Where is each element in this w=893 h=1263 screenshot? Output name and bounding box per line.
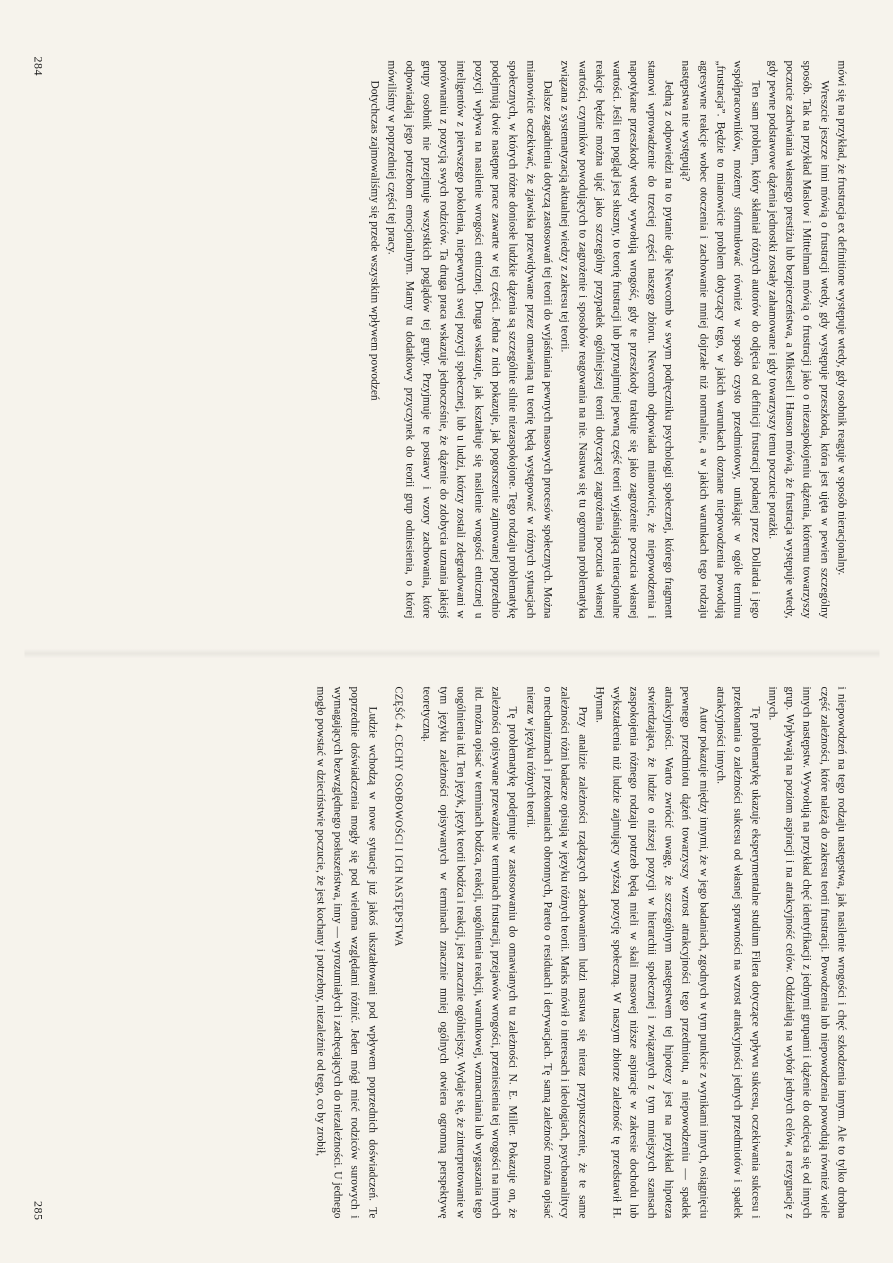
paragraph: Wreszcie jeszcze inni mówią o frustracji wtedy, gdy występuje przeszkoda, która jest ujęta w pewien szczególny sposób. Tak na przykład Maslow i Mittelman mówią o frustracji jako o niezaspokojeniu dążenia, któremu towarzyszy poczucie zachwiania własnego prestiżu lub bezpieczeństwa, a Mikesell i Hanson mówią, że frustracja występuje wtedy, gdy pewne podstawowe dążenia jednostki zostały zahamowane i gdy towarzyszy temu poczucie porażki.: [765, 60, 830, 618]
paragraph: Ten sam problem, który skłaniał różnych autorów do odjęcia od definicji frustracji podanej przez Dollarda i jego współpracowników, możemy sformułować również w sposób czysto przedmiotowy, unikając w ogóle terminu „frustracja”. Będzie to mianowicie problem dotyczący tego, w jakich warunkach doznane niepowodzenia powodują agresywne reakcje wobec otoczenia i zachowanie mniej dojrzałe niż normalnie, a w jakich warunkach tego rodzaju następstwa nie występują?: [679, 60, 761, 618]
paragraph: i niepowodzeń na tego rodzaju następstwa, jak nasilenie wrogości i chęć szkodzenia innym. Ale to tylko drobna część zależności, które należą do zakresu teorii frustracji. Powodzenia lub niepowodzenia powodują również wiele innych następstw. Wywołują na przykład chęć identyfikacji z jednymi grupami i dążenie do odcięcia się od innych grup. Wpływają na poziom aspiracji i na atrakcyjność celów. Oddziałują na wybór jednych celów, a rezygnację z innych.: [765, 686, 847, 1218]
rotated-spread: [24, 48, 879, 1228]
book-gutter: [24, 648, 879, 658]
paragraph: Ludzie wchodzą w nowe sytuacje już jakoś ukształtowani pod wpływem poprzednich doświadczeń. Te poprzednie doświadczenia mogły się pod wieloma względami różnić. Jeden mógł mieć rodziców surowych i wymagających bezwzględnego posłuszeństwa, inny — wyrozumiałych i zachęcających do niezależności. U jednego mogło powstać w dzieciństwie poczucie, że jest kochany i potrzebny, niezależnie od tego, co by zrobił,: [313, 686, 378, 1218]
paragraph: Dotychczas zajmowaliśmy się przede wszystkim wpływem powodzeń: [367, 80, 380, 401]
page-number-left: 284: [31, 56, 45, 76]
paragraph: Dalsze zagadnienia dotyczą zastosowań tej teorii do wyjaśniania pewnych masowych procesów społecznych. Można mianowicie oczekiwać, że zjawiska przewidywane przez omawianą tu teorię będą występować w różnych sytuacjach społecznych, w których różne doniosłe ludzkie dążenia są szczególnie silnie niezaspokojone. Tego rodzaju problematykę podejmują dwie następne prace zawarte w tej części. Jedna z nich pokazuje, jak pogorszenie zajmowanej poprzednio pozycji wpływa na nasilenie wrogości etnicznej. Druga wskazuje, jak kształtuje się nasilenie wrogości etnicznej u inteligentów z pierwszego pokolenia, niepewnych swej pozycji społecznej, lub u ludzi, którzy zostali zdegradowani w porównaniu z pozycją swych rodziców. Ta druga praca wskazuje jednocześnie, że dążenie do zdobycia uznania jakiejś grupy osobnik nie przejmuje wszystkich poglądów tej grupy. Przyjmuje te postawy i wzory zachowania, które odpowiadają jego potrzebom emocjonalnym. Mamy tu dodatkowy przyczynek do teorii grup odniesienia, o której mówiliśmy w poprzedniej części tej pracy.: [385, 60, 553, 618]
paragraph: Tę problematykę ukazuje eksperymentalne studium Filera dotyczące wpływu sukcesu, oczekiwania sukcesu i przekonania o zależności sukcesu od własnej sprawności na wzrost atrakcyjności jednych przedmiotów i spadek atrakcyjności innych.: [713, 686, 761, 1218]
page-number-right: 285: [31, 1200, 45, 1220]
right-page: [24, 678, 879, 1228]
paragraph: Jedną z odpowiedzi na to pytanie daje Newcomb w swym podręczniku psychologii społecznej, którego fragment stanowi wprowadzenie do trzeciej części naszego zbioru. Newcomb odpowiada mianowicie, że niepowodzenia i napotykane przeszkody wtedy wywołują wrogość, gdy te przeszkody traktuje się jako zagrożenie poczucia własnej wartości. Jeśli ten pogląd jest słuszny, to teorię frustracji lub przynajmniej pewną część teorii wyjaśniającą nieracjonalne reakcje będzie można ująć jako szczególny przypadek ogólniejszej teorii dotyczącej zagrożenia poczucia własnej wartości, czynników powodujących to zagrożenie i sposobów reagowania na nie. Nasuwa się tu ogromna problematyka związana z systematyzacją aktualnej wiedzy z zakresu tej teorii.: [558, 60, 675, 618]
paragraph: mówi się na przykład, że frustracja ex definitione występuje wtedy, gdy osobnik reaguje w sposób nieracjonalny.: [835, 60, 847, 575]
paragraph: Przy analizie zależności rządzących zachowaniem ludzi nasuwa się nieraz przypuszczenie, że te same zależności różni badacze opisują w języku różnych teorii. Marks mówił o interesach i ideologiach, psychoanalitycy o mechanizmach i przekonaniach obronnych, Pareto o residuach i derywacjach. Tę samą zależność można opisać nieraz w języku różnych teorii.: [523, 686, 588, 1218]
left-page: [24, 48, 879, 628]
section-heading: CZĘŚĆ 4. CECHY OSOBOWOŚCI I ICH NASTĘPSTWA: [391, 686, 403, 947]
paragraph: Autor pokazuje między innymi, że w jego badaniach, zgodnych w tym punkcie z wynikami innych, osiągnięciu pewnego przedmiotu dążeń towarzyszy wzrost atrakcyjności tego przedmiotu, a niepowodzeniu — spadek atrakcyjności. Warto zwrócić uwagę, że szczególnym następstwem tej hipotezy jest na przykład hipoteza stwierdzająca, że ludzie o niższej pozycji w hierarchii społecznej i związanych z tym mniejszych szansach zaspokojenia różnego rodzaju potrzeb będą mieli w skali masowej niższe aspiracje w zakresie dochodu lub wykształcenia niż ludzie zajmujący wyższą pozycję społeczną. W naszym zbiorze zależność tę przedstawił H. Hyman.: [592, 686, 709, 1218]
paragraph: Tę problematykę podejmuje w zastosowaniu do omawianych tu zależności N. E. Miller. Pokazuje on, że zależności opisywane przeważnie w terminach frustracji, przejawów wrogości, przeniesienia tej wrogości na innych itd. można opisać w terminach bodźca, reakcji, uogólnienia reakcji, warunkowej, wzmacniania lub wygaszania tego uogólnienia itd. Ten język, język teorii bodźca i reakcji, jest znacznie ogólniejszy. Wydaje się, że zinterpretowanie w tym języku zależności opisywanych w terminach znacznie mniej ogólnych otwiera ogromną perspektywę teoretyczną.: [419, 686, 519, 1218]
